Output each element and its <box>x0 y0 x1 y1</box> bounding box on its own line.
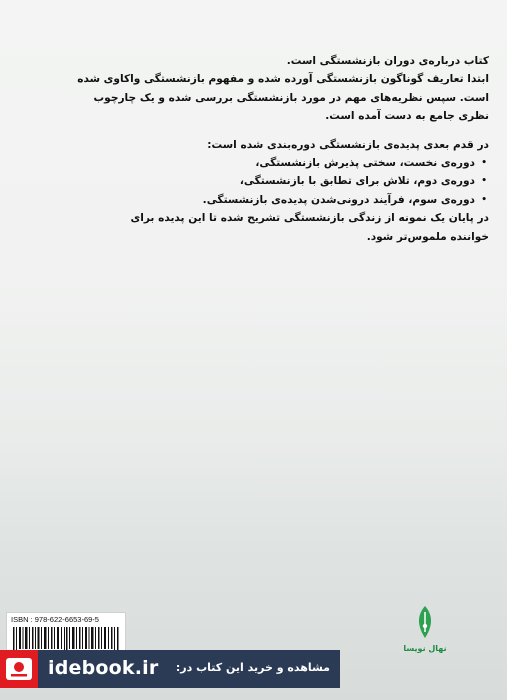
definitions-line: ابتدا تعاریف گوناگون بازنشستگی آورده شده و مفهوم بازنشستگی واکاوی شده <box>77 73 489 86</box>
publisher-name: نهال نویسا <box>403 644 447 653</box>
intro-paragraph: کتاب دربارە‌ی دوران بازنشستگی است. <box>286 55 489 67</box>
banner-site-link[interactable]: idebook.ir <box>48 657 159 679</box>
stages-list <box>19 154 489 209</box>
conclusion-line: در پایان یک نمونه از زندگی بازنشستگی تشریح شده تا این پدیده برای <box>130 212 489 225</box>
stage-item <box>19 154 489 172</box>
purchase-banner[interactable] <box>0 650 340 688</box>
bullet-icon: • <box>481 176 487 187</box>
stage-item <box>19 172 489 190</box>
bullet-icon: • <box>481 194 487 205</box>
stage-text: دوره‌ی نخست، سختی پذیرش بازنشستگی، <box>255 157 475 170</box>
definitions-line: است. سپس نظریه‌های مهم در مورد بازنشستگی بررسی شده و یک چارچوب <box>93 91 489 104</box>
pen-nib-icon <box>400 604 450 644</box>
description-text <box>19 52 489 246</box>
stage-item <box>19 191 489 209</box>
definitions-line: نظری جامع به دست آمده است. <box>325 110 489 123</box>
definitions-paragraph <box>19 70 489 125</box>
isbn-label: ISBN : 978-622-6653-69-5 <box>11 615 99 624</box>
stage-text: دوره‌ی سوم، فرآیند درونی‌شدن پدیده‌ی بازنشستگی. <box>202 193 475 206</box>
idebook-logo-icon <box>0 650 38 688</box>
publisher-logo <box>400 604 450 658</box>
conclusion-paragraph <box>19 209 489 246</box>
bullet-icon: • <box>481 158 487 169</box>
stage-text: دوره‌ی دوم، تلاش برای تطابق با بازنشستگی، <box>239 175 475 188</box>
stages-intro: در قدم بعدی پدیده‌ی بازنشستگی دوره‌بندی شده است: <box>207 138 489 151</box>
conclusion-line: خواننده ملموس‌تر شود. <box>366 230 489 243</box>
banner-cta-text: مشاهده و خرید این کتاب در: <box>175 661 330 674</box>
